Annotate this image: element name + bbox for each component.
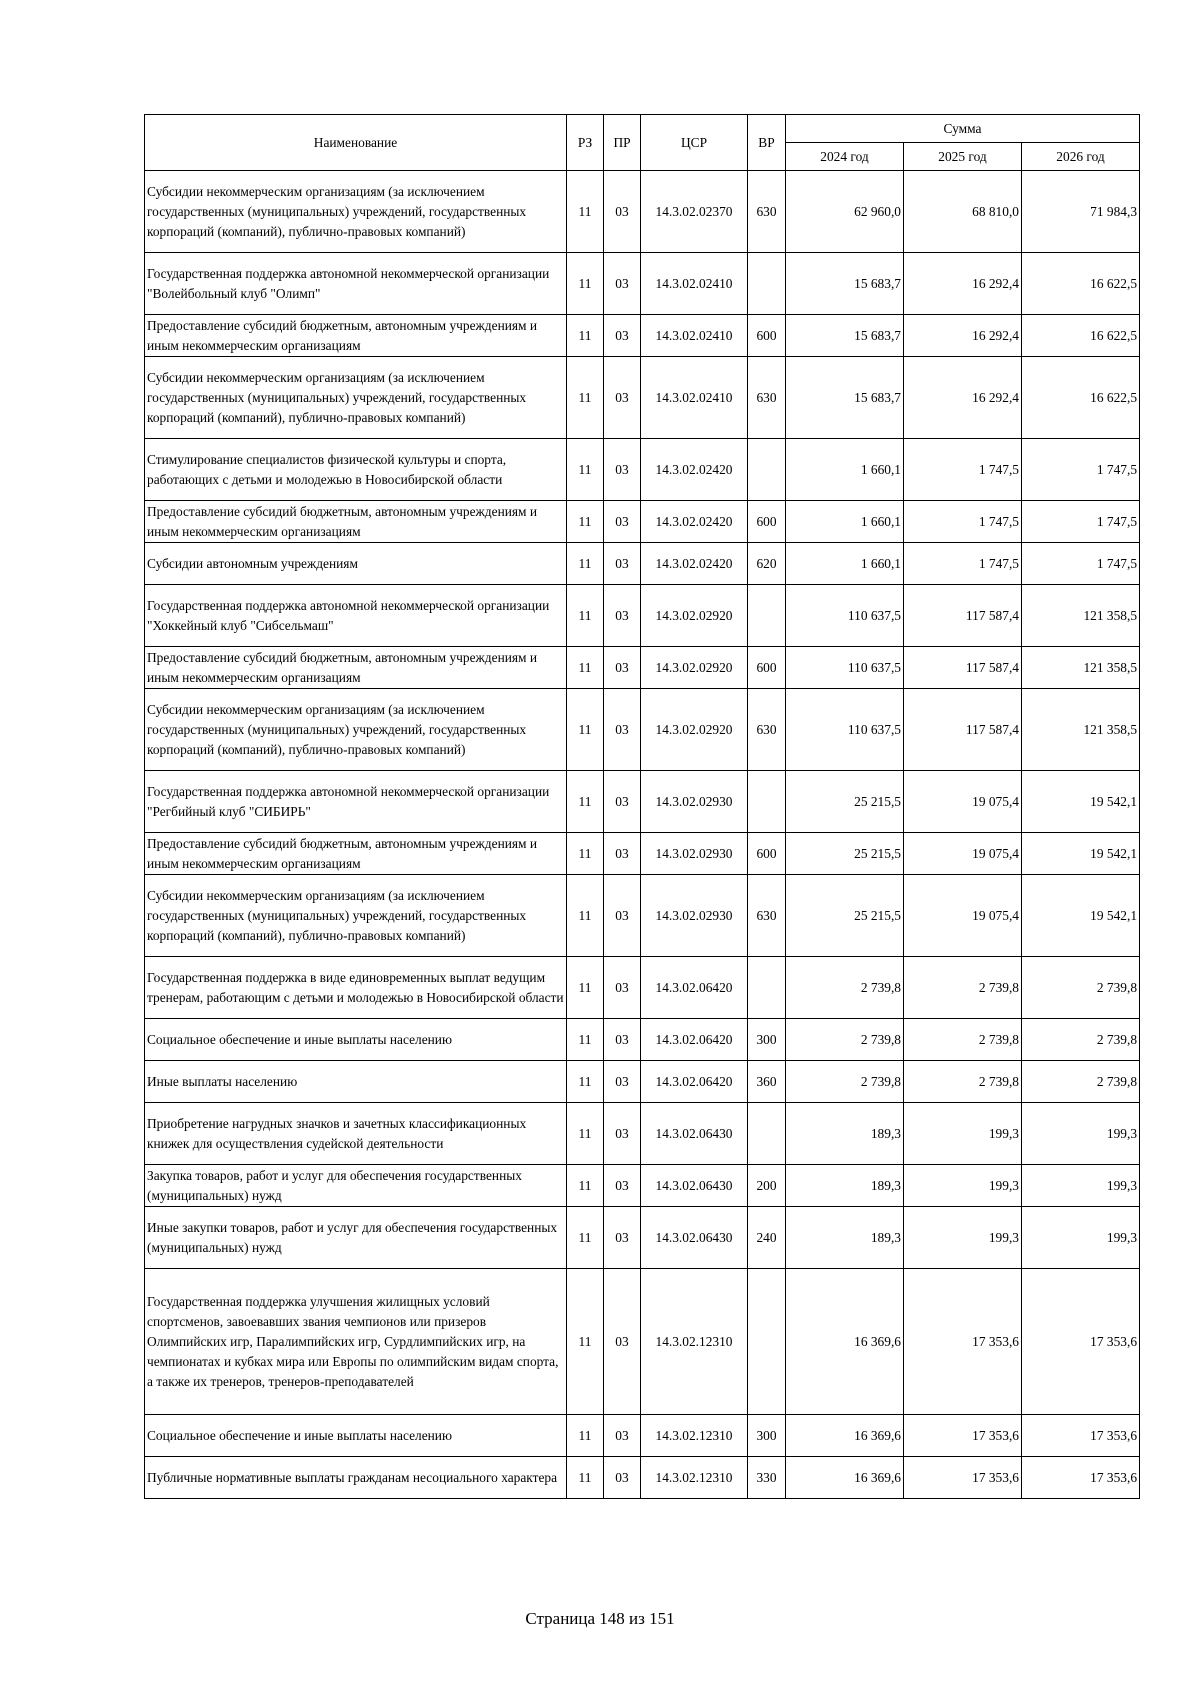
row-pr: 03 — [604, 1207, 641, 1269]
row-vr: 620 — [748, 543, 786, 585]
row-csr: 14.3.02.02410 — [641, 357, 748, 439]
table-row — [145, 957, 1140, 1019]
row-name: Субсидии автономным учреждениям — [145, 543, 567, 585]
row-pr: 03 — [604, 875, 641, 957]
row-name: Субсидии некоммерческим организациям (за исключением государственных (муниципальных) учреждений, государственных корпораций (компаний), публично-правовых компаний) — [145, 171, 567, 253]
row-sum-2026: 16 622,5 — [1022, 315, 1140, 357]
table-row — [145, 1103, 1140, 1165]
row-csr: 14.3.02.06420 — [641, 957, 748, 1019]
row-sum-2025: 2 739,8 — [904, 1061, 1022, 1103]
row-vr: 240 — [748, 1207, 786, 1269]
row-vr: 200 — [748, 1165, 786, 1207]
row-sum-2024: 25 215,5 — [786, 875, 904, 957]
row-sum-2025: 117 587,4 — [904, 689, 1022, 771]
row-sum-2024: 62 960,0 — [786, 171, 904, 253]
row-name: Государственная поддержка улучшения жилищных условий спортсменов, завоевавших звания чемпионов или призеров Олимпийских игр, Паралимпийских игр, Сурдлимпийских игр, на чемпионатах и кубках мира или Европы по олимпийским видам спорта, а также их тренеров, тренеров-преподавателей — [145, 1269, 567, 1415]
row-sum-2025: 17 353,6 — [904, 1415, 1022, 1457]
row-pr: 03 — [604, 543, 641, 585]
row-name: Государственная поддержка автономной некоммерческой организации "Хоккейный клуб "Сибсельмаш" — [145, 585, 567, 647]
row-name: Государственная поддержка в виде единовременных выплат ведущим тренерам, работающим с детьми и молодежью в Новосибирской области — [145, 957, 567, 1019]
row-pr: 03 — [604, 1415, 641, 1457]
row-rz: 11 — [567, 585, 604, 647]
table-row — [145, 771, 1140, 833]
row-sum-2024: 2 739,8 — [786, 957, 904, 1019]
row-rz: 11 — [567, 1061, 604, 1103]
row-pr: 03 — [604, 689, 641, 771]
row-name: Социальное обеспечение и иные выплаты населению — [145, 1019, 567, 1061]
row-sum-2026: 199,3 — [1022, 1103, 1140, 1165]
row-rz: 11 — [567, 439, 604, 501]
row-sum-2025: 117 587,4 — [904, 647, 1022, 689]
row-rz: 11 — [567, 171, 604, 253]
table-row — [145, 875, 1140, 957]
row-csr: 14.3.02.02930 — [641, 833, 748, 875]
budget-table — [144, 114, 1140, 1499]
row-vr: 330 — [748, 1457, 786, 1499]
table-row — [145, 1061, 1140, 1103]
row-vr: 630 — [748, 875, 786, 957]
row-vr: 630 — [748, 689, 786, 771]
row-sum-2025: 2 739,8 — [904, 957, 1022, 1019]
row-sum-2024: 25 215,5 — [786, 833, 904, 875]
row-name: Субсидии некоммерческим организациям (за исключением государственных (муниципальных) учреждений, государственных корпораций (компаний), публично-правовых компаний) — [145, 357, 567, 439]
row-csr: 14.3.02.12310 — [641, 1269, 748, 1415]
col-header-2025: 2025 год — [904, 143, 1022, 171]
row-csr: 14.3.02.02920 — [641, 689, 748, 771]
table-row — [145, 585, 1140, 647]
row-sum-2025: 1 747,5 — [904, 439, 1022, 501]
row-csr: 14.3.02.02370 — [641, 171, 748, 253]
row-sum-2025: 17 353,6 — [904, 1457, 1022, 1499]
row-pr: 03 — [604, 501, 641, 543]
row-vr: 360 — [748, 1061, 786, 1103]
row-vr — [748, 439, 786, 501]
row-sum-2024: 1 660,1 — [786, 439, 904, 501]
row-name: Приобретение нагрудных значков и зачетных классификационных книжек для осуществления судейской деятельности — [145, 1103, 567, 1165]
row-sum-2026: 199,3 — [1022, 1207, 1140, 1269]
row-vr — [748, 1103, 786, 1165]
row-sum-2024: 2 739,8 — [786, 1061, 904, 1103]
row-sum-2026: 17 353,6 — [1022, 1269, 1140, 1415]
col-header-sum: Сумма — [786, 115, 1140, 143]
row-pr: 03 — [604, 171, 641, 253]
row-pr: 03 — [604, 957, 641, 1019]
row-rz: 11 — [567, 1415, 604, 1457]
table-row — [145, 501, 1140, 543]
row-csr: 14.3.02.02420 — [641, 543, 748, 585]
row-rz: 11 — [567, 543, 604, 585]
row-name: Предоставление субсидий бюджетным, автономным учреждениям и иным некоммерческим организациям — [145, 501, 567, 543]
row-pr: 03 — [604, 647, 641, 689]
row-csr: 14.3.02.02920 — [641, 585, 748, 647]
row-sum-2026: 16 622,5 — [1022, 357, 1140, 439]
row-sum-2025: 199,3 — [904, 1165, 1022, 1207]
row-sum-2026: 1 747,5 — [1022, 501, 1140, 543]
row-csr: 14.3.02.12310 — [641, 1457, 748, 1499]
row-vr: 600 — [748, 315, 786, 357]
col-header-vr: ВР — [748, 115, 786, 171]
row-sum-2024: 16 369,6 — [786, 1269, 904, 1415]
row-pr: 03 — [604, 1019, 641, 1061]
table-row — [145, 357, 1140, 439]
page-number: Страница 148 из 151 — [525, 1609, 675, 1628]
row-rz: 11 — [567, 647, 604, 689]
row-sum-2024: 189,3 — [786, 1165, 904, 1207]
row-sum-2026: 71 984,3 — [1022, 171, 1140, 253]
col-header-2024: 2024 год — [786, 143, 904, 171]
row-sum-2025: 16 292,4 — [904, 253, 1022, 315]
row-name: Публичные нормативные выплаты гражданам несоциального характера — [145, 1457, 567, 1499]
table-row — [145, 315, 1140, 357]
row-csr: 14.3.02.02930 — [641, 875, 748, 957]
row-rz: 11 — [567, 357, 604, 439]
row-csr: 14.3.02.06430 — [641, 1165, 748, 1207]
row-pr: 03 — [604, 253, 641, 315]
row-name: Иные закупки товаров, работ и услуг для обеспечения государственных (муниципальных) нужд — [145, 1207, 567, 1269]
col-header-pr: ПР — [604, 115, 641, 171]
row-csr: 14.3.02.02420 — [641, 501, 748, 543]
row-sum-2025: 19 075,4 — [904, 833, 1022, 875]
row-name: Социальное обеспечение и иные выплаты населению — [145, 1415, 567, 1457]
row-vr: 600 — [748, 833, 786, 875]
row-name: Государственная поддержка автономной некоммерческой организации "Волейбольный клуб "Олимп" — [145, 253, 567, 315]
table-row — [145, 1165, 1140, 1207]
row-name: Предоставление субсидий бюджетным, автономным учреждениям и иным некоммерческим организациям — [145, 647, 567, 689]
row-name: Иные выплаты населению — [145, 1061, 567, 1103]
row-rz: 11 — [567, 1207, 604, 1269]
col-header-csr: ЦСР — [641, 115, 748, 171]
row-vr — [748, 585, 786, 647]
row-rz: 11 — [567, 957, 604, 1019]
row-sum-2024: 15 683,7 — [786, 315, 904, 357]
table-body — [145, 171, 1140, 1499]
row-csr: 14.3.02.12310 — [641, 1415, 748, 1457]
table-row — [145, 439, 1140, 501]
row-csr: 14.3.02.06430 — [641, 1207, 748, 1269]
table-row — [145, 1415, 1140, 1457]
row-rz: 11 — [567, 1019, 604, 1061]
row-sum-2025: 16 292,4 — [904, 357, 1022, 439]
row-pr: 03 — [604, 1457, 641, 1499]
row-sum-2025: 1 747,5 — [904, 543, 1022, 585]
row-rz: 11 — [567, 315, 604, 357]
row-pr: 03 — [604, 439, 641, 501]
row-sum-2024: 189,3 — [786, 1103, 904, 1165]
row-pr: 03 — [604, 585, 641, 647]
table-row — [145, 647, 1140, 689]
row-csr: 14.3.02.02420 — [641, 439, 748, 501]
row-sum-2025: 19 075,4 — [904, 875, 1022, 957]
row-rz: 11 — [567, 689, 604, 771]
row-sum-2025: 117 587,4 — [904, 585, 1022, 647]
row-csr: 14.3.02.02920 — [641, 647, 748, 689]
row-sum-2026: 2 739,8 — [1022, 957, 1140, 1019]
row-csr: 14.3.02.02930 — [641, 771, 748, 833]
row-sum-2024: 1 660,1 — [786, 501, 904, 543]
row-vr — [748, 771, 786, 833]
row-sum-2024: 110 637,5 — [786, 585, 904, 647]
col-header-2026: 2026 год — [1022, 143, 1140, 171]
table-row — [145, 253, 1140, 315]
table-row — [145, 171, 1140, 253]
row-sum-2026: 16 622,5 — [1022, 253, 1140, 315]
table-row — [145, 1457, 1140, 1499]
row-sum-2025: 68 810,0 — [904, 171, 1022, 253]
row-sum-2025: 16 292,4 — [904, 315, 1022, 357]
row-sum-2026: 2 739,8 — [1022, 1061, 1140, 1103]
row-rz: 11 — [567, 1457, 604, 1499]
row-sum-2024: 15 683,7 — [786, 357, 904, 439]
row-sum-2024: 25 215,5 — [786, 771, 904, 833]
row-rz: 11 — [567, 875, 604, 957]
row-name: Субсидии некоммерческим организациям (за исключением государственных (муниципальных) учреждений, государственных корпораций (компаний), публично-правовых компаний) — [145, 875, 567, 957]
row-sum-2025: 2 739,8 — [904, 1019, 1022, 1061]
row-sum-2026: 121 358,5 — [1022, 585, 1140, 647]
row-pr: 03 — [604, 357, 641, 439]
row-rz: 11 — [567, 771, 604, 833]
row-vr: 300 — [748, 1019, 786, 1061]
row-pr: 03 — [604, 833, 641, 875]
row-sum-2026: 2 739,8 — [1022, 1019, 1140, 1061]
row-vr — [748, 957, 786, 1019]
row-sum-2026: 17 353,6 — [1022, 1457, 1140, 1499]
row-rz: 11 — [567, 1269, 604, 1415]
table-row — [145, 1019, 1140, 1061]
row-sum-2024: 1 660,1 — [786, 543, 904, 585]
row-sum-2026: 121 358,5 — [1022, 689, 1140, 771]
row-sum-2024: 15 683,7 — [786, 253, 904, 315]
row-rz: 11 — [567, 1165, 604, 1207]
row-sum-2024: 189,3 — [786, 1207, 904, 1269]
row-sum-2025: 199,3 — [904, 1207, 1022, 1269]
row-vr: 600 — [748, 647, 786, 689]
row-sum-2025: 19 075,4 — [904, 771, 1022, 833]
row-vr: 630 — [748, 357, 786, 439]
table-row — [145, 1207, 1140, 1269]
row-csr: 14.3.02.06420 — [641, 1061, 748, 1103]
row-csr: 14.3.02.02410 — [641, 253, 748, 315]
table-header — [145, 115, 1140, 171]
row-sum-2024: 16 369,6 — [786, 1457, 904, 1499]
row-sum-2025: 17 353,6 — [904, 1269, 1022, 1415]
row-sum-2026: 19 542,1 — [1022, 771, 1140, 833]
row-vr: 630 — [748, 171, 786, 253]
row-sum-2026: 199,3 — [1022, 1165, 1140, 1207]
row-name: Предоставление субсидий бюджетным, автономным учреждениям и иным некоммерческим организациям — [145, 315, 567, 357]
row-vr: 300 — [748, 1415, 786, 1457]
row-vr — [748, 1269, 786, 1415]
row-sum-2026: 19 542,1 — [1022, 833, 1140, 875]
row-name: Государственная поддержка автономной некоммерческой организации "Регбийный клуб "СИБИРЬ" — [145, 771, 567, 833]
row-sum-2026: 1 747,5 — [1022, 543, 1140, 585]
row-pr: 03 — [604, 1165, 641, 1207]
row-csr: 14.3.02.06430 — [641, 1103, 748, 1165]
row-pr: 03 — [604, 1061, 641, 1103]
col-header-name: Наименование — [145, 115, 567, 171]
row-sum-2026: 19 542,1 — [1022, 875, 1140, 957]
row-sum-2026: 1 747,5 — [1022, 439, 1140, 501]
row-sum-2024: 110 637,5 — [786, 647, 904, 689]
table-row — [145, 1269, 1140, 1415]
row-sum-2026: 121 358,5 — [1022, 647, 1140, 689]
row-name: Стимулирование специалистов физической культуры и спорта, работающих с детьми и молодежью в Новосибирской области — [145, 439, 567, 501]
row-sum-2025: 1 747,5 — [904, 501, 1022, 543]
row-vr: 600 — [748, 501, 786, 543]
row-pr: 03 — [604, 1269, 641, 1415]
row-sum-2025: 199,3 — [904, 1103, 1022, 1165]
row-name: Субсидии некоммерческим организациям (за исключением государственных (муниципальных) учреждений, государственных корпораций (компаний), публично-правовых компаний) — [145, 689, 567, 771]
col-header-rz: РЗ — [567, 115, 604, 171]
row-pr: 03 — [604, 1103, 641, 1165]
row-vr — [748, 253, 786, 315]
row-sum-2024: 110 637,5 — [786, 689, 904, 771]
row-csr: 14.3.02.06420 — [641, 1019, 748, 1061]
row-csr: 14.3.02.02410 — [641, 315, 748, 357]
table-row — [145, 833, 1140, 875]
row-pr: 03 — [604, 771, 641, 833]
row-sum-2026: 17 353,6 — [1022, 1415, 1140, 1457]
row-rz: 11 — [567, 501, 604, 543]
row-rz: 11 — [567, 833, 604, 875]
table-row — [145, 689, 1140, 771]
row-sum-2024: 16 369,6 — [786, 1415, 904, 1457]
row-sum-2024: 2 739,8 — [786, 1019, 904, 1061]
table-row — [145, 543, 1140, 585]
row-name: Предоставление субсидий бюджетным, автономным учреждениям и иным некоммерческим организациям — [145, 833, 567, 875]
row-rz: 11 — [567, 1103, 604, 1165]
row-name: Закупка товаров, работ и услуг для обеспечения государственных (муниципальных) нужд — [145, 1165, 567, 1207]
row-rz: 11 — [567, 253, 604, 315]
row-pr: 03 — [604, 315, 641, 357]
